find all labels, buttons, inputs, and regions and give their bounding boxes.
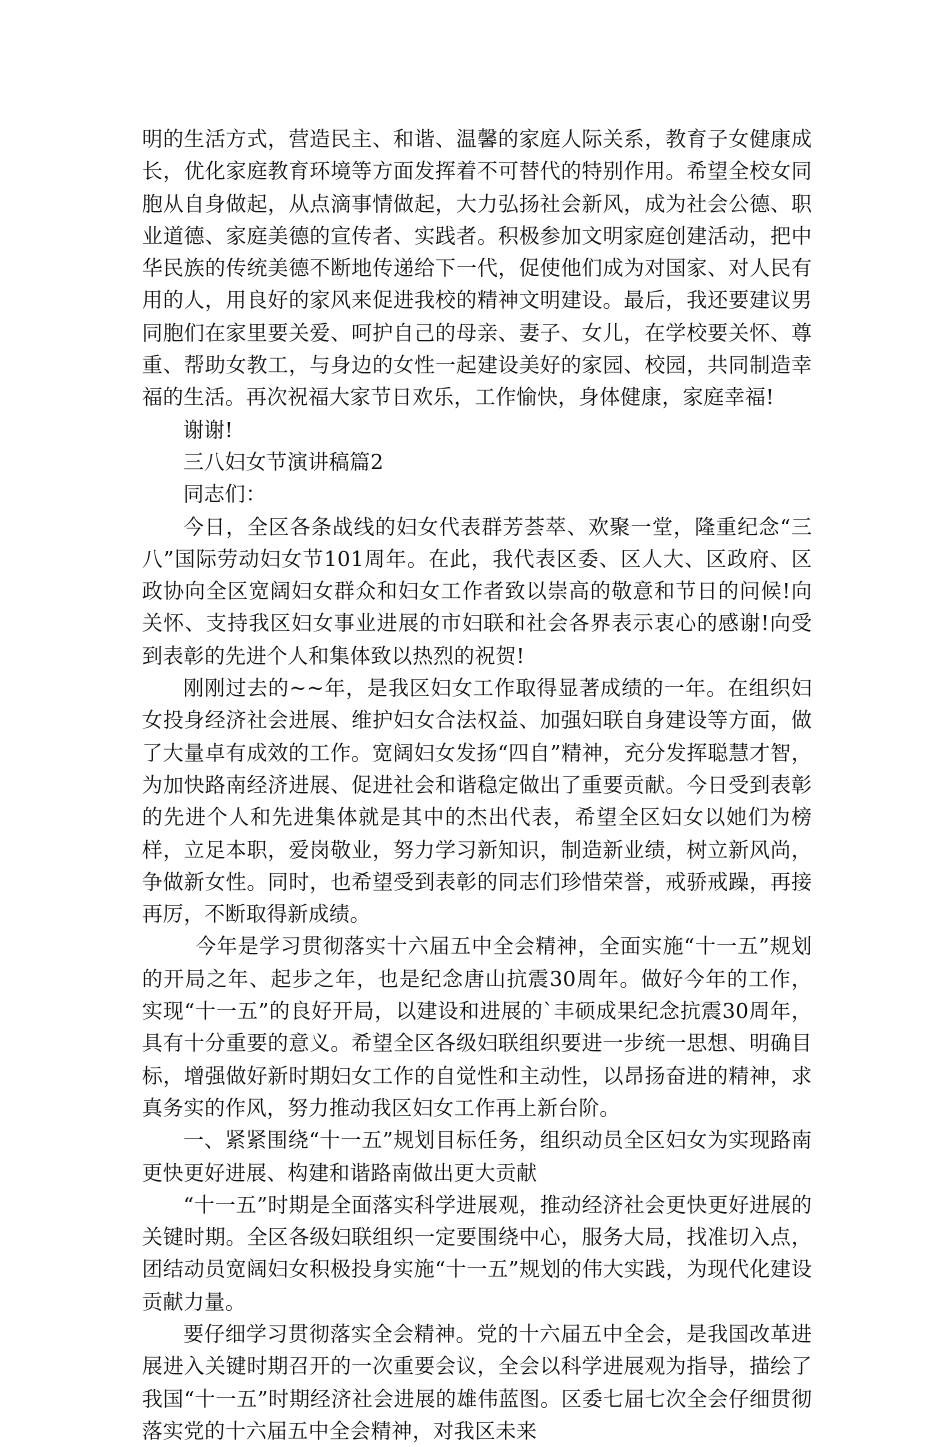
document-body xyxy=(142,123,812,1447)
paragraph-review: 刚刚过去的~~年，是我区妇女工作取得显著成绩的一年。在组织妇女投身经济社会进展、维护妇女合法权益、加强妇联自身建设等方面，做了大量卓有成效的工作。宽阔妇女发扬“四自”精神，充分发挥聪慧才智，为加快路南经济进展、促进社会和谐稳定做出了重要贡献。今日受到表彰的先进个人和先进集体就是其中的杰出代表，希望全区妇女以她们为榜样，立足本职，爱岗敬业，努力学习新知识，制造新业绩，树立新风尚，争做新女性。同时，也希望受到表彰的同志们珍惜荣誉，戒骄戒躁，再接再厉，不断取得新成绩。 xyxy=(142,676,812,927)
paragraph-eleventh-plan: “十一五”时期是全面落实科学进展观，推动经济社会更快更好进展的关键时期。全区各级妇联组织一定要围绕中心，服务大局，找准切入点，团结动员宽阔妇女积极投身实施“十一五”规划的伟大实践，为现代化建设贡献力量。 xyxy=(142,1192,812,1314)
paragraph-this-year: 今年是学习贯彻落实十六届五中全会精神，全面实施“十一五”规划的开局之年、起步之年，也是纪念唐山抗震30周年。做好今年的工作，实现“十一五”的良好开局，以建设和进展的`丰硕成果纪念抗震30周年，具有十分重要的意义。希望全区各级妇联组织要进一步统一思想、明确目标，增强做好新时期妇女工作的自觉性和主动性，以昂扬奋进的精神，求真务实的作风，努力推动我区妇女工作再上新台阶。 xyxy=(142,934,812,1120)
paragraph-opening: 今日，全区各条战线的妇女代表群芳荟萃、欢聚一堂，隆重纪念“三八”国际劳动妇女节101周年。在此，我代表区委、区人大、区政府、区政协向全区宽阔妇女群众和妇女工作者致以崇高的敬意和节日的问候!向关怀、支持我区妇女事业进展的市妇联和社会各界表示衷心的感谢!向受到表彰的先进个人和集体致以热烈的祝贺! xyxy=(142,514,812,668)
subheading-one: 一、紧紧围绕“十一五”规划目标任务，组织动员全区妇女为实现路南更快更好进展、构建和谐路南做出更大贡献 xyxy=(142,1128,812,1185)
paragraph-plenary: 要仔细学习贯彻落实全会精神。党的十六届五中全会，是我国改革进展进入关键时期召开的一次重要会议，全会以科学进展观为指导，描绘了我国“十一五”时期经济社会进展的雄伟蓝图。区委七届七次全会仔细贯彻落实党的十六届五中全会精神，对我区未来 xyxy=(142,1321,812,1443)
salutation: 同志们： xyxy=(183,482,267,507)
section-heading: 三八妇女节演讲稿篇2 xyxy=(183,449,384,474)
paragraph-closing-body: 明的生活方式，营造民主、和谐、温馨的家庭人际关系，教育子女健康成长，优化家庭教育环境等方面发挥着不可替代的特别作用。希望全校女同胞从自身做起，从点滴事情做起，大力弘扬社会新风，成为社会公德、职业道德、家庭美德的宣传者、实践者。积极参加文明家庭创建活动，把中华民族的传统美德不断地传递给下一代，促使他们成为对国家、对人民有用的人，用良好的家风来促进我校的精神文明建设。最后，我还要建议男同胞们在家里要关爱、呵护自己的母亲、妻子、女儿，在学校要关怀、尊重、帮助女教工，与身边的女性一起建设美好的家园、校园，共同制造幸福的生活。再次祝福大家节日欢乐，工作愉快，身体健康，家庭幸福! xyxy=(142,127,812,410)
paragraph-thanks: 谢谢! xyxy=(183,417,234,442)
